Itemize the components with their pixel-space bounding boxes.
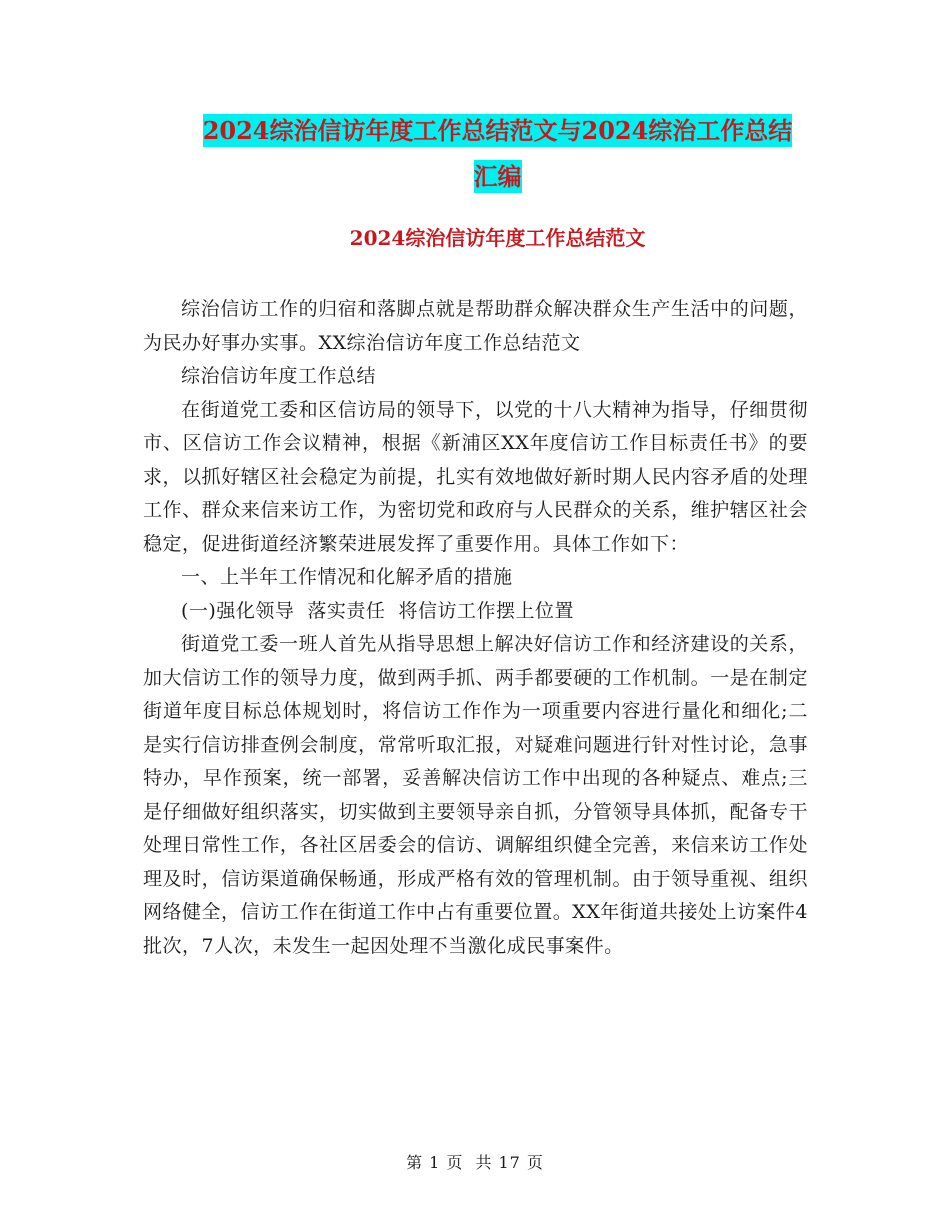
document-title-line-2: 汇编 bbox=[473, 162, 522, 191]
page-footer bbox=[0, 1150, 950, 1173]
section-title: 2024综治信访年度工作总结范文 bbox=[349, 226, 646, 250]
paragraph-subtitle: 综治信访年度工作总结 bbox=[181, 365, 377, 387]
footer-middle: 页 共 bbox=[446, 1153, 493, 1172]
paragraph-intro: 综治信访工作的归宿和落脚点就是帮助群众解决群众生产生活中的问题，为民办好事办实事。XX综治信访年度工作总结范文 bbox=[143, 298, 808, 354]
document-title bbox=[140, 108, 855, 200]
footer-prefix: 第 bbox=[406, 1153, 424, 1172]
paragraph-overview: 在街道党工委和区信访局的领导下，以党的十八大精神为指导，仔细贯彻市、区信访工作会议精神，根据《新浦区XX年度信访工作目标责任书》的要求，以抓好辖区社会稳定为前提，扎实有效地做好新时期人民内容矛盾的处理工作、群众来信来访工作，为密切党和政府与人民群众的关系，维护辖区社会稳定，促进街道经济繁荣进展发挥了重要作用。具体工作如下： bbox=[143, 398, 808, 555]
footer-total-pages: 17 bbox=[498, 1153, 521, 1172]
footer-current-page: 1 bbox=[429, 1153, 441, 1172]
document-body bbox=[143, 293, 808, 963]
document-title-line-1: 2024综治信访年度工作总结范文与2024综治工作总结 bbox=[202, 116, 793, 145]
paragraph-heading-1-1: (一)强化领导 落实责任 将信访工作摆上位置 bbox=[181, 599, 574, 622]
paragraph-heading-1: 一、上半年工作情况和化解矛盾的措施 bbox=[181, 566, 513, 588]
paragraph-leadership: 街道党工委一班人首先从指导思想上解决好信访工作和经济建设的关系，加大信访工作的领导力度，做到两手抓、两手都要硬的工作机制。一是在制定街道年度目标总体规划时，将信访工作作为一项重要内容进行量化和细化;二是实行信访排查例会制度，常常听取汇报，对疑难问题进行针对性讨论，急事特办，早作预案，统一部署，妥善解决信访工作中出现的各种疑点、难点;三是仔细做好组织落实，切实做到主要领导亲自抓，分管领导具体抓，配备专干处理日常性工作，各社区居委会的信访、调解组织健全完善，来信来访工作处理及时，信访渠道确保畅通，形成严格有效的管理机制。由于领导重视、组织网络健全，信访工作在街道工作中占有重要位置。XX年街道共接处上访案件4批次，7人次，未发生一起因处理不当激化成民事案件。 bbox=[143, 633, 808, 957]
footer-suffix: 页 bbox=[526, 1153, 544, 1172]
